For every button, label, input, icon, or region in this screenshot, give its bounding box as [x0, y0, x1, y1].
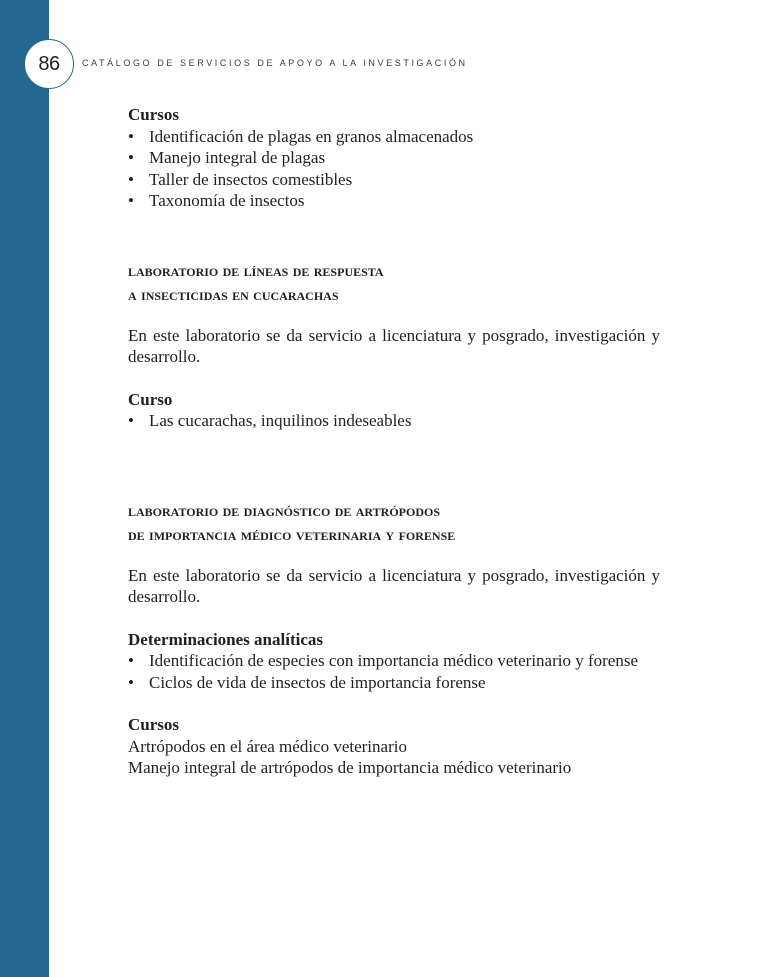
heading-line-1: laboratorio de líneas de respuesta — [128, 259, 384, 280]
list-item: • Identificación de plagas en granos almacenados — [128, 126, 660, 148]
list-item: • Taxonomía de insectos — [128, 190, 660, 212]
list-item: • Ciclos de vida de insectos de importancia forense — [128, 672, 660, 694]
lab-description: En este laboratorio se da servicio a licenciatura y posgrado, investigación y desarrollo. — [128, 325, 660, 366]
heading-line-1: laboratorio de diagnóstico de artrópodos — [128, 499, 441, 520]
analyses-label: Determinaciones analíticas — [128, 629, 323, 649]
running-head: CATÁLOGO DE SERVICIOS DE APOYO A LA INVESTIGACIÓN — [82, 58, 468, 68]
section-heading — [128, 258, 660, 306]
page-content — [128, 104, 660, 779]
course-label: Curso — [128, 389, 173, 409]
intro-section — [128, 104, 660, 212]
heading-line-2: a insecticidas en cucarachas — [128, 283, 339, 304]
course-item: Artrópodos en el área médico veterinario — [128, 736, 407, 756]
page-sidebar-band — [0, 0, 49, 977]
lab-artropodos-section — [128, 498, 660, 779]
section-heading — [128, 498, 660, 546]
lab-cucarachas-section — [128, 258, 660, 432]
list-item: • Identificación de especies con importancia médico veterinario y forense — [128, 650, 660, 672]
courses-list — [128, 126, 660, 212]
page-number-badge — [24, 39, 74, 89]
list-item: • Manejo integral de plagas — [128, 147, 660, 169]
lab-description: En este laboratorio se da servicio a licenciatura y posgrado, investigación y desarrollo. — [128, 565, 660, 606]
course-list — [128, 410, 660, 432]
course-item: Manejo integral de artrópodos de importancia médico veterinario — [128, 758, 572, 777]
page-number: 86 — [38, 52, 60, 75]
courses-label: Cursos — [128, 715, 180, 734]
analyses-list — [128, 650, 660, 693]
courses-label: Cursos — [128, 105, 180, 124]
heading-line-2: de importancia médico veterinaria y forense — [128, 523, 456, 544]
list-item: • Taller de insectos comestibles — [128, 169, 660, 191]
list-item: • Las cucarachas, inquilinos indeseables — [128, 410, 660, 432]
